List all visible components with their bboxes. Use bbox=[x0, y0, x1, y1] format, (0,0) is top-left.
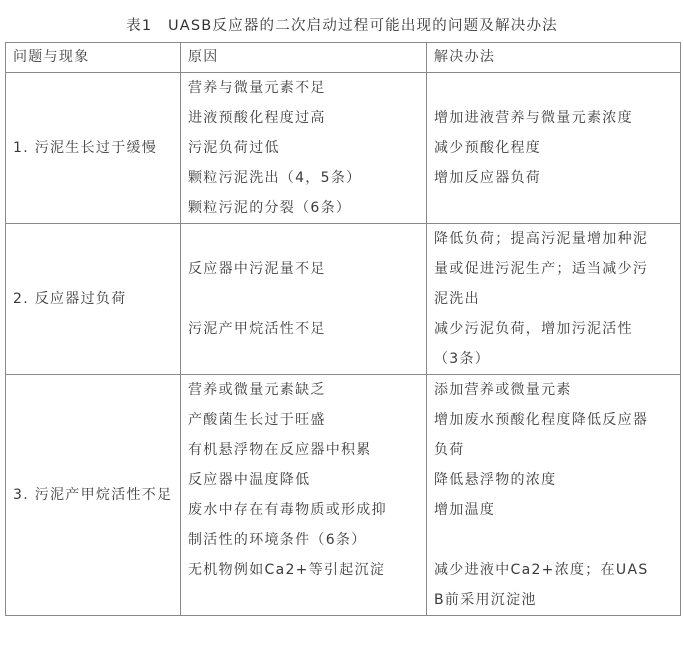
cause-line: 营养与微量元素不足 bbox=[188, 80, 326, 96]
solution-line: 增加进液营养与微量元素浓度 bbox=[434, 110, 633, 126]
solution-line: 增加反应器负荷 bbox=[434, 170, 542, 186]
cause-line: 制活性的环境条件（6条） bbox=[188, 532, 367, 548]
solution-line: 减少污泥负荷，增加污泥活性 bbox=[434, 321, 633, 337]
solution-line: 减少进液中Ca2+浓度；在UAS bbox=[434, 562, 649, 578]
spacer bbox=[434, 525, 673, 555]
solution-line: 增加温度 bbox=[434, 502, 496, 518]
header-cause: 原因 bbox=[181, 43, 427, 73]
problems-table bbox=[5, 42, 681, 616]
solution-cell bbox=[427, 375, 681, 616]
solution-line: 减少预酸化程度 bbox=[434, 140, 542, 156]
header-problem: 问题与现象 bbox=[6, 43, 181, 73]
solution-cell bbox=[427, 73, 681, 224]
table-header-row bbox=[6, 43, 681, 73]
solution-line: 降低悬浮物的浓度 bbox=[434, 472, 557, 488]
table-row bbox=[6, 375, 681, 616]
solution-line: 量或促进污泥生产；适当减少污 bbox=[434, 261, 649, 277]
cause-line: 产酸菌生长过于旺盛 bbox=[188, 412, 326, 428]
cause-line: 颗粒污泥洗出（4，5条） bbox=[188, 170, 362, 186]
problem-cell: 1. 污泥生长过于缓慢 bbox=[6, 73, 181, 224]
header-solution: 解决办法 bbox=[427, 43, 681, 73]
cause-line: 废水中存在有毒物质或形成抑 bbox=[188, 502, 387, 518]
cause-line: 无机物例如Ca2+等引起沉淀 bbox=[188, 562, 386, 578]
cause-line: 营养或微量元素缺乏 bbox=[188, 382, 326, 398]
cause-line: 污泥产甲烷活性不足 bbox=[188, 321, 326, 337]
cause-cell bbox=[181, 224, 427, 375]
cause-cell bbox=[181, 375, 427, 616]
solution-line: B前采用沉淀池 bbox=[434, 592, 537, 608]
solution-cell bbox=[427, 224, 681, 375]
spacer bbox=[188, 585, 419, 615]
solution-line: （3条） bbox=[434, 351, 491, 367]
solution-line: 添加营养或微量元素 bbox=[434, 382, 572, 398]
cause-line: 进液预酸化程度过高 bbox=[188, 110, 326, 126]
cause-line: 反应器中温度降低 bbox=[188, 472, 311, 488]
cause-line: 污泥负荷过低 bbox=[188, 140, 280, 156]
cause-cell bbox=[181, 73, 427, 224]
solution-line: 负荷 bbox=[434, 442, 465, 458]
solution-line: 降低负荷；提高污泥量增加种泥 bbox=[434, 231, 649, 247]
problem-cell: 2. 反应器过负荷 bbox=[6, 224, 181, 375]
table-row bbox=[6, 224, 681, 375]
solution-line: 泥洗出 bbox=[434, 291, 480, 307]
problem-cell: 3. 污泥产甲烷活性不足 bbox=[6, 375, 181, 616]
cause-line: 反应器中污泥量不足 bbox=[188, 261, 326, 277]
spacer bbox=[188, 284, 419, 314]
solution-line: 增加废水预酸化程度降低反应器 bbox=[434, 412, 649, 428]
cause-line: 有机悬浮物在反应器中积累 bbox=[188, 442, 372, 458]
table-row bbox=[6, 73, 681, 224]
table-caption: 表1 UASB反应器的二次启动过程可能出现的问题及解决办法 bbox=[126, 18, 558, 34]
cause-line: 颗粒污泥的分裂（6条） bbox=[188, 200, 352, 216]
